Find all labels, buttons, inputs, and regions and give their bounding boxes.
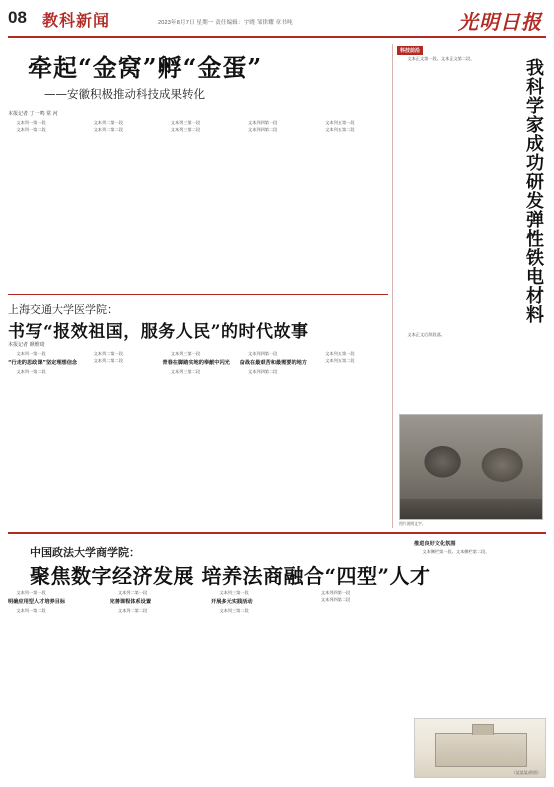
- text-column: 文本列五第一段 文本列五第二段: [325, 351, 355, 364]
- newspaper-logo: 光明日报: [458, 10, 542, 34]
- subheading: 奋战在最艰苦和最需要的地方: [239, 360, 308, 367]
- subheading: 开展多元实践活动: [211, 599, 253, 606]
- article-ferroelectric: [392, 44, 546, 528]
- issue-meta: 2023年8月7日 星期一 责任编辑：宇晓 邹律耀 章书吨: [158, 20, 293, 26]
- subheading: 明确应用型人才培养目标: [8, 599, 66, 606]
- text-column: 文本列二第一段 完善课程体系设置 文本列二第二段: [110, 590, 206, 780]
- building-photo: [414, 718, 546, 778]
- masthead: [8, 6, 546, 38]
- article-columns: [8, 590, 408, 780]
- text-column: 文本列三第一段 开展多元实践活动 文本列三第二段: [211, 590, 307, 780]
- section-tag: 科技前沿: [397, 46, 423, 55]
- article-kicker: 上海交通大学医学院：: [8, 303, 118, 316]
- article-title: 书写“报效祖国，服务人民”的时代故事: [8, 322, 309, 342]
- subheading: 青春在脚踏实地的奉献中闪光: [162, 360, 230, 367]
- text-column: 文本列三第一段 文本列三第二段: [170, 120, 201, 133]
- text-column: 文本正文第一段。文本正文第二段。: [407, 56, 475, 61]
- text-column: 文本列五第一段 文本列五第二段: [325, 120, 355, 133]
- text-column: 文本列一第一段 明确应用型人才培养目标 文本列一第二段: [8, 590, 104, 780]
- article-title: 牵起“金窝”孵“金蛋”: [28, 53, 263, 82]
- photo-caption: （某某某/供图）: [511, 770, 541, 775]
- article-title-vertical: 我科学家成功研发弹性铁电材料: [523, 58, 544, 324]
- text-column: 文本列二第一段 文本列二第二段: [93, 351, 123, 364]
- subheading: 推进良好文化氛围: [414, 541, 456, 547]
- article-title: 聚焦数字经济发展 培养法商融合“四型”人才: [30, 564, 431, 588]
- subheading: “行走的思政课”坚定理想信念: [8, 360, 78, 367]
- text-column: 文本正文后续段落。: [407, 332, 446, 337]
- text-column: 文本列三第一段 青春在脚踏实地的奉献中闪光 文本列三第二段: [162, 351, 233, 527]
- text-column: 文本列一第一段 “行走的思政课”坚定理想信念 文本列一第二段: [8, 351, 79, 527]
- text-column: 文本列四第一段 文本列四第二段: [320, 590, 351, 603]
- text-column: 推进良好文化氛围 文本侧栏第一段。文本侧栏第二段。: [414, 538, 546, 714]
- article-kicker: 中国政法大学商学院：: [30, 546, 140, 559]
- article-byline: 本报记者 颜维琦: [8, 342, 45, 348]
- article-medical-school: [8, 294, 388, 528]
- text-column: 文本列四第一段 奋战在最艰苦和最需要的地方 文本列四第二段: [240, 351, 311, 527]
- article-subtitle: ——安徽积极推动科技成果转化: [44, 87, 205, 101]
- text-column: 文本列一第一段 文本列一第二段: [16, 120, 46, 133]
- article-tech-transfer: [8, 44, 388, 292]
- article-columns: [8, 120, 388, 288]
- article-law-business: [8, 532, 546, 782]
- article-byline: 本报记者 丁一鸣 常 河: [8, 111, 58, 117]
- photo-shadow: [400, 499, 542, 519]
- lab-photo: [399, 414, 543, 520]
- text-column: 文本列二第一段 文本列二第二段: [93, 120, 123, 133]
- text-column: 文本列四第一段 文本列四第二段: [248, 120, 278, 133]
- section-name: 教科新闻: [42, 11, 111, 30]
- building-shape: [435, 733, 527, 767]
- photo-caption: 图片说明文字。: [399, 521, 426, 526]
- article-columns: [8, 351, 388, 527]
- page-number: 08: [8, 8, 27, 27]
- subheading: 完善课程体系设置: [109, 599, 152, 606]
